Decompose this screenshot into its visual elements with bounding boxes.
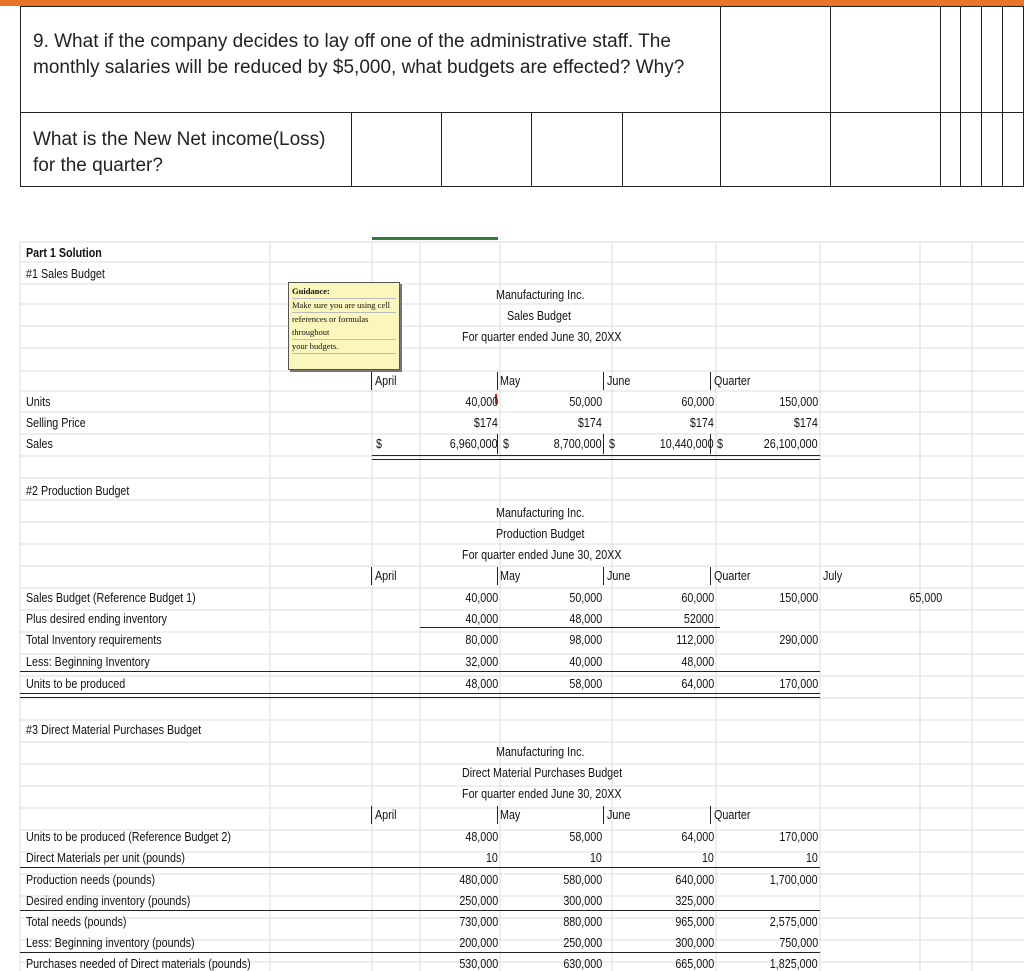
production-col-june: June: [607, 569, 631, 583]
sales-cell: $174: [578, 416, 602, 430]
materials-cell: 530,000: [459, 957, 498, 971]
production-cell: 58,000: [569, 677, 602, 691]
guidance-note: [288, 282, 400, 370]
production-heading: #2 Production Budget: [26, 484, 130, 498]
sales-cell: $174: [794, 416, 818, 430]
production-cell: 112,000: [675, 633, 714, 647]
sales-row-label: Sales: [26, 437, 53, 451]
materials-heading: #3 Direct Material Purchases Budget: [26, 723, 202, 737]
materials-cell: 300,000: [675, 936, 714, 950]
production-col-july: July: [823, 569, 843, 583]
production-title: Production Budget: [496, 527, 585, 541]
materials-col-quarter: Quarter: [714, 808, 751, 822]
production-cell: 150,000: [779, 591, 818, 605]
materials-cell: 10: [702, 851, 714, 865]
production-cell: 40,000: [465, 591, 498, 605]
materials-cell: 250,000: [459, 894, 498, 908]
materials-cell: 300,000: [563, 894, 602, 908]
production-row-label: Units to be produced: [26, 677, 126, 691]
spreadsheet-screenshot: [0, 196, 1024, 971]
materials-cell: 665,000: [675, 957, 714, 971]
sales-cell: $174: [474, 416, 498, 430]
sales-cell: 10,440,000: [660, 437, 714, 451]
materials-cell: 200,000: [459, 936, 498, 950]
production-cell: 290,000: [779, 633, 818, 647]
materials-col-june: June: [607, 808, 631, 822]
materials-cell: 10: [806, 851, 818, 865]
sales-cell: 50,000: [569, 395, 602, 409]
dollar-sign: $: [609, 437, 615, 451]
materials-cell: 880,000: [563, 915, 602, 929]
production-row-label: Plus desired ending inventory: [26, 612, 168, 626]
materials-col-april: April: [375, 808, 397, 822]
materials-row-label: Purchases needed of Direct materials (pounds): [26, 957, 251, 971]
production-col-april: April: [375, 569, 397, 583]
sales-row-label: Units: [26, 395, 51, 409]
materials-cell: 580,000: [563, 873, 602, 887]
sales-row-label: Selling Price: [26, 416, 86, 430]
materials-cell: 170,000: [779, 830, 818, 844]
production-cell: 32,000: [465, 655, 498, 669]
production-col-quarter: Quarter: [714, 569, 751, 583]
sales-title: Sales Budget: [507, 309, 571, 323]
materials-cell: 250,000: [563, 936, 602, 950]
dollar-sign: $: [717, 437, 723, 451]
question-9-text: 9. What if the company decides to lay off one of the administrative staff. The monthly salaries will be reduced by $5,000, what budgets are effected? Why?: [33, 31, 685, 78]
materials-cell: 48,000: [465, 830, 498, 844]
net-income-question-cell: [21, 113, 352, 187]
production-cell: 60,000: [681, 591, 714, 605]
guidance-line: Make sure you are using cell: [292, 299, 396, 313]
production-row-label: Total Inventory requirements: [26, 633, 162, 647]
materials-row-label: Less: Beginning inventory (pounds): [26, 936, 195, 950]
sales-col-may: May: [500, 374, 521, 388]
materials-period: For quarter ended June 30, 20XX: [462, 787, 622, 801]
guidance-line: your budgets.: [292, 340, 396, 354]
production-cell: 48,000: [681, 655, 714, 669]
materials-cell: 965,000: [675, 915, 714, 929]
production-cell: 48,000: [465, 677, 498, 691]
production-cell: 40,000: [465, 612, 498, 626]
sales-company: Manufacturing Inc.: [496, 288, 585, 302]
materials-row-label: Direct Materials per unit (pounds): [26, 851, 185, 865]
production-cell: 52000: [684, 612, 714, 626]
production-cell: 65,000: [909, 591, 942, 605]
production-company: Manufacturing Inc.: [496, 506, 585, 520]
production-col-may: May: [500, 569, 521, 583]
materials-cell: 325,000: [675, 894, 714, 908]
question-table: [20, 6, 1024, 187]
materials-title: Direct Material Purchases Budget: [462, 766, 623, 780]
sales-col-quarter: Quarter: [714, 374, 751, 388]
materials-cell: 640,000: [675, 873, 714, 887]
sales-cell: $174: [690, 416, 714, 430]
production-cell: 50,000: [569, 591, 602, 605]
dollar-sign: $: [376, 437, 382, 451]
production-cell: 170,000: [779, 677, 818, 691]
guidance-line: references or formulas throughout: [292, 313, 396, 340]
materials-row-label: Production needs (pounds): [26, 873, 156, 887]
production-period: For quarter ended June 30, 20XX: [462, 548, 622, 562]
production-cell: 98,000: [569, 633, 602, 647]
sales-cell: 150,000: [779, 395, 818, 409]
sales-cell: 40,000: [465, 395, 498, 409]
sales-heading: #1 Sales Budget: [26, 267, 105, 281]
materials-company: Manufacturing Inc.: [496, 745, 585, 759]
part-title: Part 1 Solution: [26, 246, 102, 260]
materials-cell: 1,700,000: [770, 873, 818, 887]
production-cell: 40,000: [569, 655, 602, 669]
sales-cell: 8,700,000: [554, 437, 602, 451]
materials-row-label: Total needs (pounds): [26, 915, 127, 929]
production-row-label: Less: Beginning Inventory: [26, 655, 150, 669]
materials-cell: 730,000: [459, 915, 498, 929]
sales-col-april: April: [375, 374, 397, 388]
materials-cell: 10: [486, 851, 498, 865]
materials-row-label: Desired ending inventory (pounds): [26, 894, 191, 908]
sales-period: For quarter ended June 30, 20XX: [462, 330, 622, 344]
production-cell: 80,000: [465, 633, 498, 647]
materials-col-may: May: [500, 808, 521, 822]
materials-cell: 630,000: [563, 957, 602, 971]
production-cell: 64,000: [681, 677, 714, 691]
materials-cell: 10: [590, 851, 602, 865]
sales-cell: 6,960,000: [450, 437, 498, 451]
selected-cell-indicator: [372, 237, 498, 240]
materials-cell: 1,825,000: [770, 957, 818, 971]
sales-cell: 60,000: [681, 395, 714, 409]
question-9-cell: [21, 7, 721, 113]
materials-cell: 480,000: [459, 873, 498, 887]
materials-row-label: Units to be produced (Reference Budget 2): [26, 830, 231, 844]
sales-cell: 26,100,000: [764, 437, 818, 451]
materials-cell: 2,575,000: [770, 915, 818, 929]
dollar-sign: $: [503, 437, 509, 451]
materials-cell: 750,000: [779, 936, 818, 950]
sales-col-june: June: [607, 374, 631, 388]
production-cell: 48,000: [569, 612, 602, 626]
net-income-question-text: What is the New Net income(Loss) for the quarter?: [33, 129, 326, 176]
production-row-label: Sales Budget (Reference Budget 1): [26, 591, 196, 605]
guidance-title: Guidance:: [292, 285, 396, 299]
materials-cell: 58,000: [569, 830, 602, 844]
materials-cell: 64,000: [681, 830, 714, 844]
